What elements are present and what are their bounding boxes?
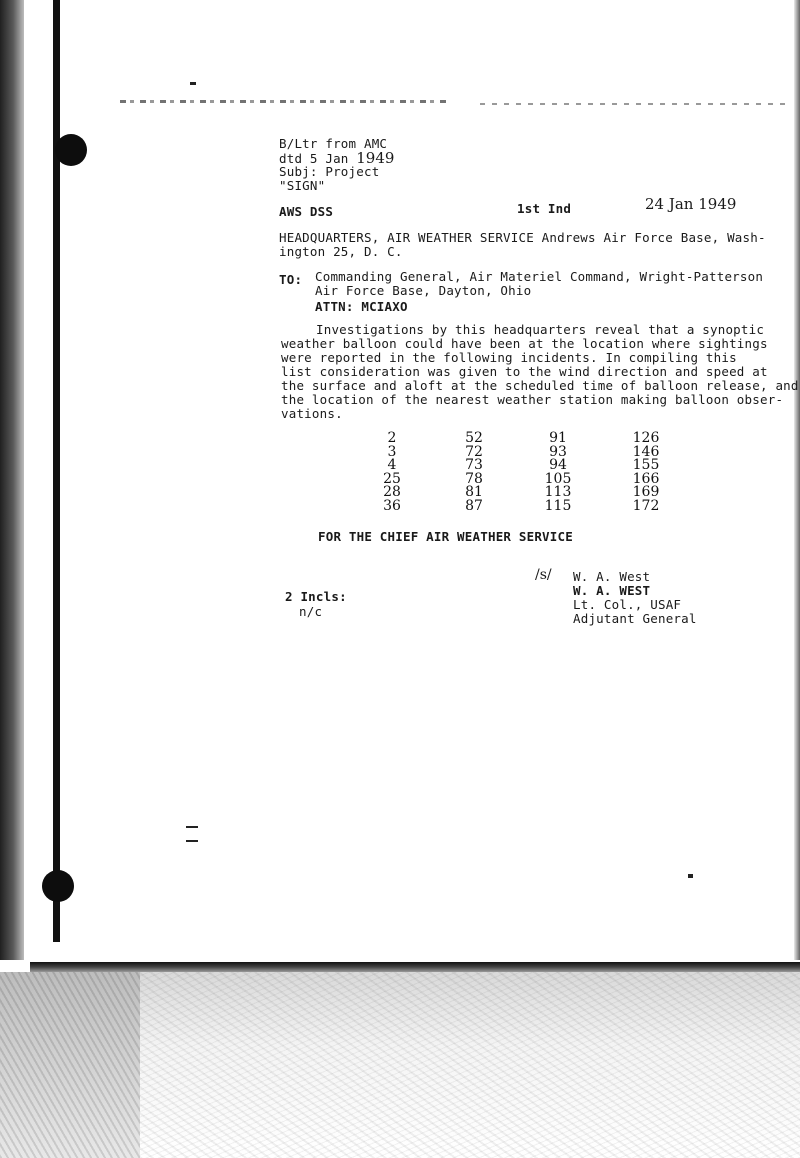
incident-number: 166 — [632, 470, 660, 487]
signer-rank: Lt. Col., USAF — [573, 597, 682, 612]
incident-number: 52 — [465, 430, 483, 446]
body-line-6: the location of the nearest weather station making balloon obser- — [281, 392, 784, 407]
incident-number: 91 — [549, 430, 567, 446]
subject-line: Subj: Project — [279, 164, 380, 179]
signer-title: Adjutant General — [573, 611, 697, 626]
photocopy-edge — [30, 962, 800, 972]
body-line-2: weather balloon could have been at the location where sightings — [281, 336, 768, 351]
body-line-7: vations. — [281, 406, 343, 421]
body-line-4: list consideration was given to the wind direction and speed at — [281, 364, 768, 379]
signed-name: W. A. West — [573, 569, 651, 584]
incident-column-1 — [372, 432, 412, 513]
body-line-1: Investigations by this headquarters reveal that a synoptic — [316, 322, 765, 337]
office-symbol: AWS DSS — [279, 204, 334, 219]
incident-number: 3 — [387, 443, 397, 460]
incident-number: 25 — [383, 470, 401, 487]
incident-number: 169 — [632, 484, 660, 500]
body-line-3: were reported in the following incidents. In compiling this — [281, 350, 737, 365]
incident-number: 115 — [544, 497, 572, 514]
indorsement-date: 24 Jan 1949 — [645, 195, 737, 213]
reference-date-prefix: dtd 5 Jan — [279, 151, 349, 166]
stray-mark — [688, 874, 693, 878]
incident-number: 78 — [465, 470, 483, 487]
stray-mark — [186, 826, 198, 828]
incident-number: 28 — [383, 484, 401, 500]
scan-noise-left — [0, 972, 140, 1158]
from-line-2: ington 25, D. C. — [279, 244, 403, 259]
stray-mark — [190, 82, 196, 85]
punch-hole-bottom — [42, 870, 74, 902]
incident-number: 4 — [387, 457, 397, 473]
subject-name: "SIGN" — [279, 178, 326, 193]
incident-column-4 — [624, 432, 668, 513]
top-smudge-right — [480, 103, 790, 105]
incident-number: 105 — [544, 470, 572, 487]
incident-number: 172 — [632, 497, 660, 514]
incident-number: 146 — [632, 443, 660, 460]
incident-number: 73 — [465, 457, 483, 473]
incident-number: 72 — [465, 443, 483, 460]
body-line-5: the surface and aloft at the scheduled time of balloon release, and — [281, 378, 799, 393]
incident-number: 113 — [544, 484, 572, 500]
enclosures-note: n/c — [299, 604, 323, 619]
incident-number: 87 — [465, 497, 483, 514]
incident-number: 94 — [549, 457, 567, 473]
to-label: TO: — [279, 272, 303, 287]
typed-name: W. A. WEST — [573, 583, 651, 598]
closing-line: FOR THE CHIEF AIR WEATHER SERVICE — [318, 529, 573, 544]
incident-number: 36 — [383, 497, 401, 514]
scan-right-edge — [794, 0, 800, 960]
stray-mark — [186, 840, 198, 842]
incident-column-2 — [454, 432, 494, 513]
punch-hole-top — [55, 134, 87, 166]
to-line-2: Air Force Base, Dayton, Ohio — [315, 283, 532, 298]
from-line-1: HEADQUARTERS, AIR WEATHER SERVICE Andrews Air Force Base, Wash- — [279, 230, 766, 245]
scan-left-edge — [0, 0, 24, 960]
incident-number: 81 — [465, 484, 483, 500]
to-line-1: Commanding General, Air Materiel Command, Wright-Patterson — [315, 269, 764, 284]
incident-number: 93 — [549, 443, 567, 460]
incident-number: 155 — [632, 457, 660, 473]
incident-number: 2 — [387, 430, 397, 446]
top-smudge-left — [120, 100, 450, 103]
signed-marker: /s/ — [535, 567, 552, 583]
incident-number: 126 — [632, 430, 660, 446]
incident-column-3 — [536, 432, 580, 513]
enclosures-count: 2 Incls: — [285, 589, 347, 604]
indorsement-number: 1st Ind — [517, 201, 572, 216]
reference-date-year: 1949 — [356, 149, 395, 167]
reference-letter-line: B/Ltr from AMC — [279, 136, 388, 151]
attention-line: ATTN: MCIAXO — [315, 299, 408, 314]
